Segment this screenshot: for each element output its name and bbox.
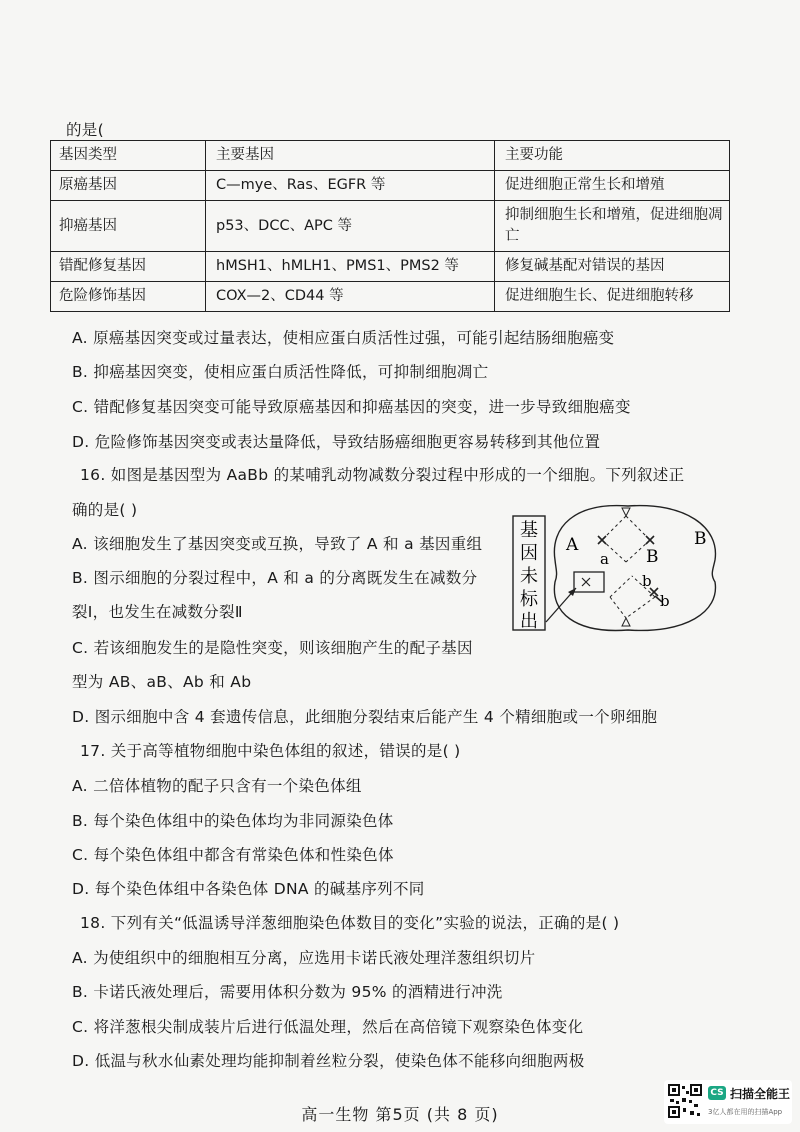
q15-option-c: C. 错配修复基因突变可能导致原癌基因和抑癌基因的突变，进一步导致细胞癌变 bbox=[72, 398, 631, 416]
q16-option-a: A. 该细胞发生了基因突变或互换，导致了 A 和 a 基因重组 bbox=[72, 535, 483, 553]
boxed-chromosome bbox=[582, 578, 590, 586]
q18-option-d: D. 低温与秋水仙素处理均能抑制着丝粒分裂，使染色体不能移向细胞两极 bbox=[72, 1052, 585, 1070]
camscanner-tagline: 3亿人都在用的扫描App bbox=[708, 1108, 783, 1116]
table-header-cell: 主要功能 bbox=[495, 141, 730, 171]
meiosis-cell-diagram bbox=[510, 502, 730, 642]
q15-option-d: D. 危险修饰基因突变或表达量降低，导致结肠癌细胞更容易转移到其他位置 bbox=[72, 433, 601, 451]
q16-option-b-continued: 裂Ⅰ，也发生在减数分裂Ⅱ bbox=[72, 603, 243, 621]
table-cell: 危险修饰基因 bbox=[51, 282, 206, 312]
q18-option-b: B. 卡诺氏液处理后，需要用体积分数为 95% 的酒精进行冲洗 bbox=[72, 983, 503, 1001]
diagram-label-char: 未 bbox=[520, 566, 538, 587]
q18-stem: 18. 下列有关“低温诱导洋葱细胞染色体数目的变化”实验的说法，正确的是( ) bbox=[80, 914, 620, 932]
q16-option-d: D. 图示细胞中含 4 套遗传信息，此细胞分裂结束后能产生 4 个精细胞或一个卵细胞 bbox=[72, 708, 658, 726]
centrosome-bottom bbox=[622, 618, 630, 626]
table-cell: 抑制细胞生长和增殖，促进细胞凋亡 bbox=[495, 201, 730, 252]
q17-stem: 17. 关于高等植物细胞中染色体组的叙述，错误的是( ) bbox=[80, 742, 461, 760]
scanner-watermark bbox=[664, 1080, 792, 1124]
table-header-cell: 基因类型 bbox=[51, 141, 206, 171]
gene-label-a: a bbox=[600, 550, 609, 568]
spindle-fibers bbox=[602, 516, 655, 618]
table-cell: 原癌基因 bbox=[51, 171, 206, 201]
q15-option-b: B. 抑癌基因突变，使相应蛋白质活性降低，可抑制细胞凋亡 bbox=[72, 363, 489, 381]
table-header-row bbox=[51, 141, 730, 171]
table-row bbox=[51, 201, 730, 252]
table-cell: 错配修复基因 bbox=[51, 252, 206, 282]
q16-option-c: C. 若该细胞发生的是隐性突变，则该细胞产生的配子基因 bbox=[72, 639, 473, 657]
q16-option-c-continued: 型为 AB、aB、Ab 和 Ab bbox=[72, 673, 252, 691]
page-footer: 高一生物 第5页 (共 8 页) bbox=[301, 1105, 499, 1124]
table-row bbox=[51, 171, 730, 201]
diagram-label-char: 标 bbox=[520, 589, 538, 610]
q17-option-c: C. 每个染色体组中都含有常染色体和性染色体 bbox=[72, 846, 394, 864]
q17-option-b: B. 每个染色体组中的染色体均为非同源染色体 bbox=[72, 812, 394, 830]
q17-option-a: A. 二倍体植物的配子只含有一个染色体组 bbox=[72, 777, 362, 795]
table-cell: 抑癌基因 bbox=[51, 201, 206, 252]
centrosome-top bbox=[622, 508, 630, 516]
table-cell: p53、DCC、APC 等 bbox=[206, 201, 495, 252]
table-cell: 修复碱基配对错误的基因 bbox=[495, 252, 730, 282]
table-row bbox=[51, 252, 730, 282]
table-header-cell: 主要基因 bbox=[206, 141, 495, 171]
q18-option-a: A. 为使组织中的细胞相互分离，应选用卡诺氏液处理洋葱组织切片 bbox=[72, 949, 536, 967]
q16-stem-continued: 确的是( ) bbox=[72, 501, 138, 519]
camscanner-name: 扫描全能王 bbox=[730, 1087, 791, 1101]
question-15-fragment: 的是( bbox=[66, 121, 104, 139]
table-cell: COX—2、CD44 等 bbox=[206, 282, 495, 312]
gene-label-B: B bbox=[646, 547, 659, 567]
diagram-label-char: 因 bbox=[520, 543, 538, 564]
gene-label-b: b bbox=[642, 572, 652, 590]
table-cell: 促进细胞生长、促进细胞转移 bbox=[495, 282, 730, 312]
unlabeled-gene-box bbox=[574, 572, 604, 592]
gene-label-A: A bbox=[566, 535, 579, 555]
q16-option-b: B. 图示细胞的分裂过程中，A 和 a 的分离既发生在减数分 bbox=[72, 569, 478, 587]
table-row bbox=[51, 282, 730, 312]
gene-label-b: b bbox=[660, 592, 670, 610]
diagram-label-char: 基 bbox=[520, 520, 538, 541]
table-cell: hMSH1、hMLH1、PMS1、PMS2 等 bbox=[206, 252, 495, 282]
chromosomes bbox=[598, 536, 662, 602]
table-cell: C—mye、Ras、EGFR 等 bbox=[206, 171, 495, 201]
q16-stem: 16. 如图是基因型为 AaBb 的某哺乳动物减数分裂过程中形成的一个细胞。下列叙述正 bbox=[80, 466, 685, 484]
camscanner-logo: CS bbox=[708, 1086, 726, 1100]
q15-option-a: A. 原癌基因突变或过量表达，使相应蛋白质活性过强，可能引起结肠细胞癌变 bbox=[72, 329, 615, 347]
qr-code-icon bbox=[668, 1084, 702, 1118]
gene-table bbox=[50, 140, 730, 312]
table-cell: 促进细胞正常生长和增殖 bbox=[495, 171, 730, 201]
q18-option-c: C. 将洋葱根尖制成装片后进行低温处理，然后在高倍镜下观察染色体变化 bbox=[72, 1018, 584, 1036]
diagram-label-char: 出 bbox=[520, 611, 538, 632]
q17-option-d: D. 每个染色体组中各染色体 DNA 的碱基序列不同 bbox=[72, 880, 425, 898]
gene-label-B: B bbox=[694, 529, 707, 549]
